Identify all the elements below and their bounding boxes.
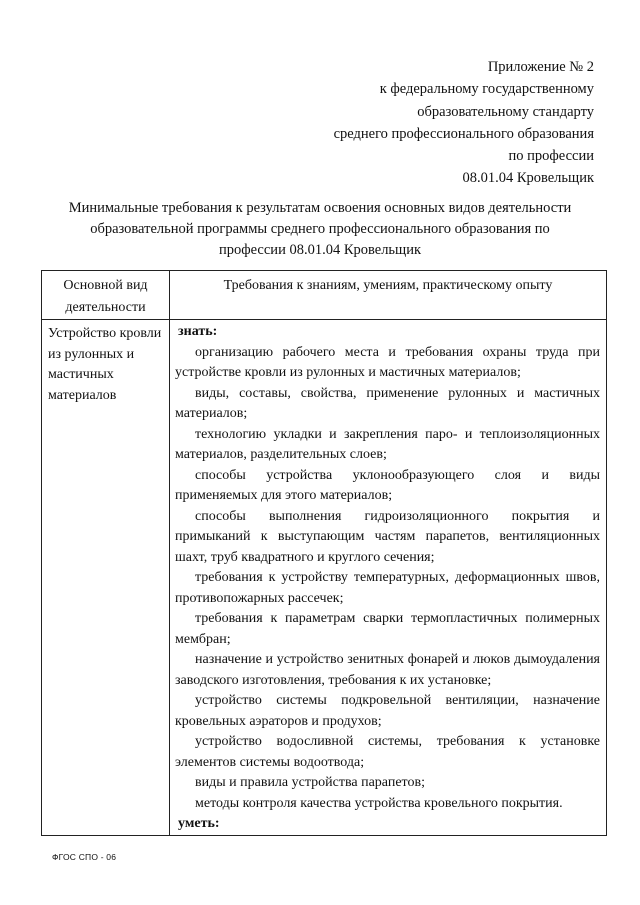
appendix-header [334, 56, 594, 190]
know-item: назначение и устройство зенитных фонарей и люков дымоудаления заводского изготовления, требования к их установке; [175, 652, 600, 688]
table-header-row [42, 271, 607, 320]
activity-cell: Устройство кровли из рулонных и мастичных материалов [42, 320, 170, 836]
requirements-table [41, 270, 607, 836]
know-item: способы выполнения гидроизоляционного покрытия и примыканий к выступающим частям парапетов, вентиляционных шахт, труб квадратного и круглого сечения; [175, 508, 600, 565]
title-line: профессии 08.01.04 Кровельщик [218, 242, 422, 258]
appendix-line: по профессии [508, 148, 594, 165]
table-row [42, 320, 607, 836]
document-title [40, 198, 600, 261]
know-item: организацию рабочего места и требования охраны труда при устройстве кровли из рулонных и мастичных материалов; [175, 344, 600, 380]
know-item: виды, составы, свойства, применение рулонных и мастичных материалов; [175, 385, 600, 421]
know-label: знать: [178, 324, 218, 339]
know-item: технологию укладки и закрепления паро- и теплоизоляционных материалов, разделительных слоев; [175, 426, 600, 462]
title-line: образовательной программы среднего профессионального образования по [90, 221, 550, 237]
appendix-line: среднего профессионального образования [333, 125, 594, 142]
page-footer: ФГОС СПО - 06 [52, 852, 117, 862]
know-item: способы устройства уклонообразующего слоя и виды применяемых для этого материалов; [175, 467, 600, 503]
header-activity: Основной вид деятельности [42, 271, 170, 320]
can-label: уметь: [178, 816, 220, 831]
header-requirements: Требования к знаниям, умениям, практическому опыту [170, 271, 607, 320]
appendix-line: Приложение № 2 [487, 59, 594, 75]
title-line: Минимальные требования к результатам освоения основных видов деятельности [68, 200, 572, 216]
know-item: устройство водосливной системы, требования к установке элементов системы водоотвода; [175, 734, 600, 770]
know-item: требования к параметрам сварки термопластичных полимерных мембран; [175, 611, 600, 647]
requirements-cell [170, 320, 607, 836]
know-item: требования к устройству температурных, деформационных швов, противопожарных рассечек; [175, 570, 600, 606]
appendix-line: к федеральному государственному [379, 81, 594, 98]
know-item: устройство системы подкровельной вентиляции, назначение кровельных аэраторов и продухов; [175, 693, 600, 729]
appendix-line: 08.01.04 Кровельщик [462, 170, 594, 187]
know-item: методы контроля качества устройства кровельного покрытия. [195, 795, 563, 811]
appendix-line: образовательному стандарту [417, 103, 594, 120]
know-item: виды и правила устройства парапетов; [195, 775, 425, 790]
